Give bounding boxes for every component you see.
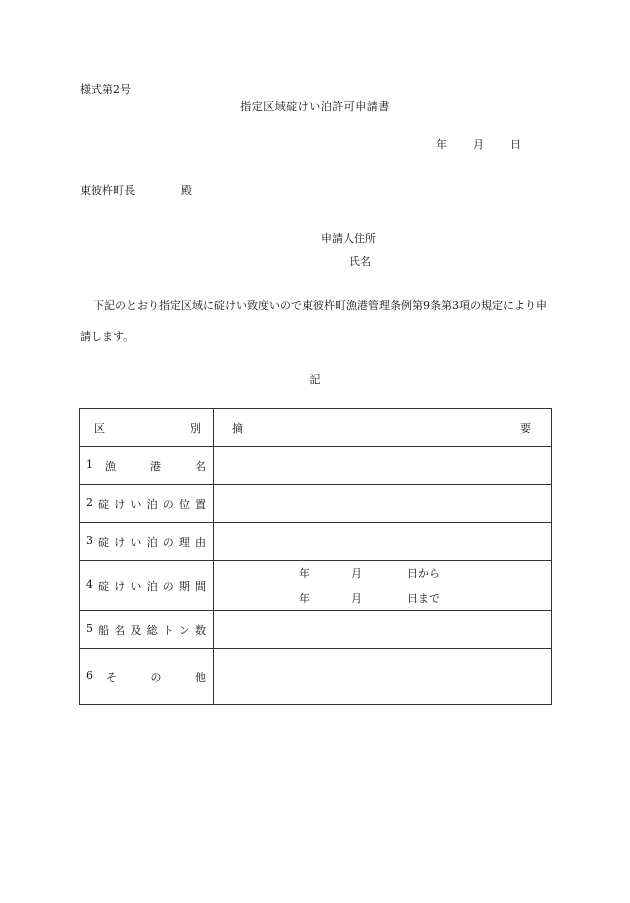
row-label-char: 数 <box>194 623 206 637</box>
row-label-char: の <box>150 670 162 684</box>
detail-table <box>79 408 552 705</box>
table-row <box>80 485 552 523</box>
document-title: 指定区域碇けい泊許可申請書 <box>240 100 390 113</box>
table-row <box>80 447 552 485</box>
row-label-char: い <box>130 579 142 593</box>
header-summary-char: 要 <box>520 421 531 435</box>
header-summary-char: 摘 <box>232 421 243 435</box>
row-value-cell[interactable] <box>214 561 552 611</box>
row-label-char: の <box>162 535 174 549</box>
row-label-char: ン <box>178 623 190 637</box>
row-label-cell <box>80 523 214 561</box>
row-label-char: 2 <box>86 495 93 509</box>
row-label-char: 泊 <box>146 579 158 593</box>
row-label-char: 及 <box>130 623 142 637</box>
row-label-char: 1 <box>86 457 93 471</box>
row-label-char: 港 <box>150 459 161 473</box>
date-line <box>436 139 521 150</box>
header-category-char: 区 <box>94 421 105 435</box>
row-label-char: 6 <box>86 668 93 682</box>
row-label-char: け <box>114 497 126 511</box>
period-day: 日から <box>407 567 440 580</box>
row-label-char: そ <box>106 670 117 684</box>
application-body-text-content: 下記のとおり指定区域に碇けい致度いので東彼杵町漁港管理条例第9条第3項の規定により申請します。 <box>80 299 547 343</box>
row-label-char: 名 <box>195 459 206 473</box>
row-label-cell <box>80 485 214 523</box>
row-label-char: 位 <box>178 497 190 511</box>
row-label-char: 由 <box>194 535 206 549</box>
row-label-char: 3 <box>86 533 93 547</box>
row-label-char: 碇 <box>98 497 110 511</box>
row-label-char: け <box>114 579 126 593</box>
table-row <box>80 523 552 561</box>
addressee <box>80 185 192 196</box>
applicant-address-label: 申請人住所 <box>321 232 376 245</box>
row-label-cell <box>80 649 214 705</box>
row-label-char: 泊 <box>146 497 158 511</box>
row-label-char: の <box>162 497 174 511</box>
row-label-char: い <box>130 535 142 549</box>
row-label-char: 船 <box>98 623 110 637</box>
applicant-name-label: 氏名 <box>349 255 371 268</box>
period-month: 月 <box>351 567 362 580</box>
row-value-cell[interactable] <box>214 649 552 705</box>
addressee-honorific: 殿 <box>181 184 192 197</box>
row-label-char: 漁 <box>105 459 116 473</box>
row-label-char: け <box>114 535 126 549</box>
table-header-row <box>80 409 552 447</box>
row-label-cell <box>80 611 214 649</box>
row-label-cell <box>80 561 214 611</box>
row-value-cell[interactable] <box>214 447 552 485</box>
row-label-char: 碇 <box>98 579 110 593</box>
addressee-name: 東彼杵町長 <box>80 184 135 197</box>
row-label-char: ト <box>162 623 174 637</box>
header-category-char: 別 <box>190 421 201 435</box>
table-row <box>80 611 552 649</box>
table-row <box>80 561 552 611</box>
header-category-cell <box>80 409 214 447</box>
period-day: 日まで <box>407 592 440 605</box>
table-row <box>80 649 552 705</box>
row-label-char: 4 <box>86 577 93 591</box>
date-year: 年 <box>436 138 447 151</box>
period-month: 月 <box>351 592 362 605</box>
period-end-line <box>299 590 551 606</box>
application-body-text <box>80 290 555 352</box>
date-month: 月 <box>473 138 484 151</box>
row-label-char: 置 <box>194 497 206 511</box>
date-day: 日 <box>510 138 521 151</box>
period-start-line <box>299 565 551 581</box>
row-value-cell[interactable] <box>214 611 552 649</box>
row-label-char: 他 <box>195 670 206 684</box>
row-label-char: い <box>130 497 142 511</box>
row-label-char: 理 <box>178 535 190 549</box>
row-label-char: 総 <box>146 623 158 637</box>
row-label-char: 間 <box>194 579 206 593</box>
form-number: 様式第2号 <box>80 83 131 96</box>
row-label-char: 期 <box>178 579 190 593</box>
row-value-cell[interactable] <box>214 523 552 561</box>
period-year: 年 <box>299 592 310 605</box>
period-year: 年 <box>299 567 310 580</box>
record-heading: 記 <box>309 373 321 386</box>
row-label-char: 碇 <box>98 535 110 549</box>
row-label-char: の <box>162 579 174 593</box>
row-value-cell[interactable] <box>214 485 552 523</box>
row-label-char: 名 <box>114 623 126 637</box>
row-label-char: 5 <box>86 621 93 635</box>
row-label-char: 泊 <box>146 535 158 549</box>
header-summary-cell <box>214 409 552 447</box>
period-lines <box>214 565 551 606</box>
row-label-cell <box>80 447 214 485</box>
